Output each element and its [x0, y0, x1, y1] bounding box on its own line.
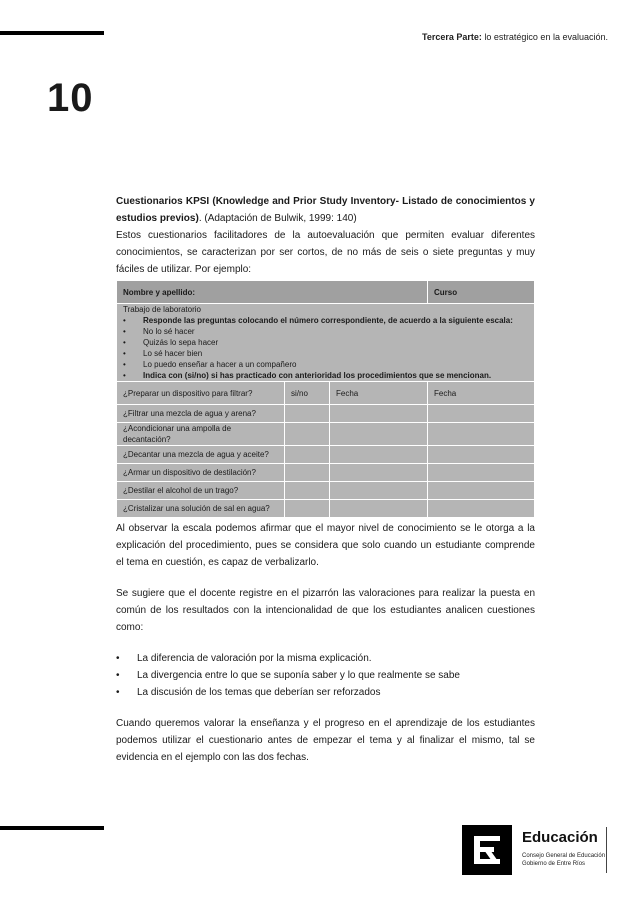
- closing-paragraph: Cuando queremos valorar la enseñanza y el progreso en el aprendizaje de los estudiantes podemos utilizar el cuestionario antes de empezar el tema y al finalizar el mismo, tal se evidencia en el ejemplo con las dos fechas.: [116, 718, 535, 763]
- column-date-2: Fecha: [428, 382, 535, 405]
- logo-divider: [606, 827, 607, 873]
- column-question: ¿Preparar un dispositivo para filtrar?: [117, 382, 285, 405]
- educacion-logo: [462, 825, 607, 875]
- yes-no-cell[interactable]: [285, 482, 330, 500]
- instruction-text: Indica con (si/no) si has practicado con anterioridad los procedimientos que se mencionan.: [143, 371, 492, 380]
- table-header-row: [117, 281, 535, 304]
- bullet-icon: •: [116, 653, 120, 664]
- question-cell: ¿Filtrar una mezcla de agua y arena?: [117, 405, 285, 423]
- header-part-label: Tercera Parte:: [422, 32, 482, 42]
- bullet-list: [116, 650, 535, 701]
- question-cell: ¿Destilar el alcohol de un trago?: [117, 482, 285, 500]
- instruction-line: [123, 348, 528, 359]
- list-item: • La divergencia entre lo que se suponía saber y lo que realmente se sabe: [116, 667, 535, 684]
- bullet-icon: •: [123, 316, 126, 325]
- date-1-cell[interactable]: [330, 405, 428, 423]
- list-item: • La diferencia de valoración por la misma explicación.: [116, 650, 535, 667]
- instruction-text: Lo puedo enseñar a hacer a un compañero: [143, 360, 297, 369]
- column-yes-no: si/no: [285, 382, 330, 405]
- running-header: [422, 32, 608, 42]
- intro-title-bold: Cuestionarios KPSI (Knowledge and Prior Study Inventory- Listado de conocimientos y estudios previos): [116, 196, 535, 224]
- yes-no-cell[interactable]: [285, 446, 330, 464]
- table-row: [117, 482, 535, 500]
- date-2-cell[interactable]: [428, 500, 535, 518]
- intro-title: [116, 193, 535, 227]
- bullet-icon: •: [123, 327, 126, 336]
- intro-title-rest: . (Adaptación de Bulwik, 1999: 140): [198, 213, 357, 224]
- instruction-line: [123, 326, 528, 337]
- intro-body: Estos cuestionarios facilitadores de la autoevaluación que permiten evaluar diferentes conocimientos, se caracterizan por ser cortos, de no más de seis o siete preguntas y muy fáciles de utilizar. Por ejemplo:: [116, 230, 535, 275]
- top-decorative-rule: [0, 31, 104, 35]
- date-2-cell[interactable]: [428, 464, 535, 482]
- date-1-cell[interactable]: [330, 446, 428, 464]
- course-label: Curso: [428, 281, 535, 304]
- column-date-1: Fecha: [330, 382, 428, 405]
- yes-no-cell[interactable]: [285, 423, 330, 446]
- logo-title: Educación: [522, 829, 598, 846]
- date-2-cell[interactable]: [428, 423, 535, 446]
- bottom-decorative-rule: [0, 826, 104, 830]
- instructions-row: [117, 304, 535, 382]
- instruction-line: [123, 359, 528, 370]
- instruction-text: Quizás lo sepa hacer: [143, 338, 219, 347]
- table-row: [117, 405, 535, 423]
- date-1-cell[interactable]: [330, 500, 428, 518]
- logo-subtitle: Consejo General de Educación Gobierno de Entre Ríos: [522, 853, 606, 867]
- date-1-cell[interactable]: [330, 482, 428, 500]
- question-cell: ¿Acondicionar una ampolla de decantación?: [117, 423, 285, 446]
- date-2-cell[interactable]: [428, 405, 535, 423]
- date-1-cell[interactable]: [330, 464, 428, 482]
- table-row: [117, 446, 535, 464]
- bullet-icon: •: [123, 349, 126, 358]
- chapter-number: 10: [47, 76, 94, 120]
- paragraph-scale: Al observar la escala podemos afirmar que el mayor nivel de conocimiento se le otorga a la explicación del procedimiento, pues se considera que solo cuando un estudiante comprende el tema en cuestión, es capaz de verbalizarlo.: [116, 523, 535, 568]
- question-cell: ¿Cristalizar una solución de sal en agua?: [117, 500, 285, 518]
- table-column-row: [117, 382, 535, 405]
- date-1-cell[interactable]: [330, 423, 428, 446]
- question-rows: [117, 405, 535, 518]
- logo-mark-icon: [462, 825, 512, 875]
- yes-no-cell[interactable]: [285, 464, 330, 482]
- table-row: [117, 464, 535, 482]
- instruction-text: Responde las preguntas colocando el número correspondiente, de acuerdo a la siguiente escala:: [143, 316, 513, 325]
- bullet-icon: •: [123, 338, 126, 347]
- main-content: [116, 193, 535, 766]
- header-part-text: lo estratégico en la evaluación.: [484, 32, 608, 42]
- name-label: Nombre y apellido:: [117, 281, 428, 304]
- table-row: [117, 500, 535, 518]
- date-2-cell[interactable]: [428, 482, 535, 500]
- bullet-icon: •: [123, 360, 126, 369]
- yes-no-cell[interactable]: [285, 405, 330, 423]
- bullet-icon: •: [116, 687, 120, 698]
- table-topic: Trabajo de laboratorio: [123, 305, 201, 314]
- list-item: • La discusión de los temas que deberían ser reforzados: [116, 684, 535, 701]
- instructions-list: [123, 315, 528, 381]
- question-cell: ¿Decantar una mezcla de agua y aceite?: [117, 446, 285, 464]
- bullet-icon: •: [123, 371, 126, 380]
- question-cell: ¿Armar un dispositivo de destilación?: [117, 464, 285, 482]
- paragraph-suggestion: Se sugiere que el docente registre en el pizarrón las valoraciones para realizar la puesta en común de los resultados con la intencionalidad de que los estudiantes analicen cuestiones como:: [116, 588, 535, 633]
- table-row: [117, 423, 535, 446]
- yes-no-cell[interactable]: [285, 500, 330, 518]
- instruction-text: Lo sé hacer bien: [143, 349, 203, 358]
- instruction-line: [123, 337, 528, 348]
- instruction-text: No lo sé hacer: [143, 327, 195, 336]
- date-2-cell[interactable]: [428, 446, 535, 464]
- kpsi-table: [116, 280, 535, 518]
- instruction-line: [123, 370, 528, 381]
- instruction-line: [123, 315, 528, 326]
- bullet-icon: •: [116, 670, 120, 681]
